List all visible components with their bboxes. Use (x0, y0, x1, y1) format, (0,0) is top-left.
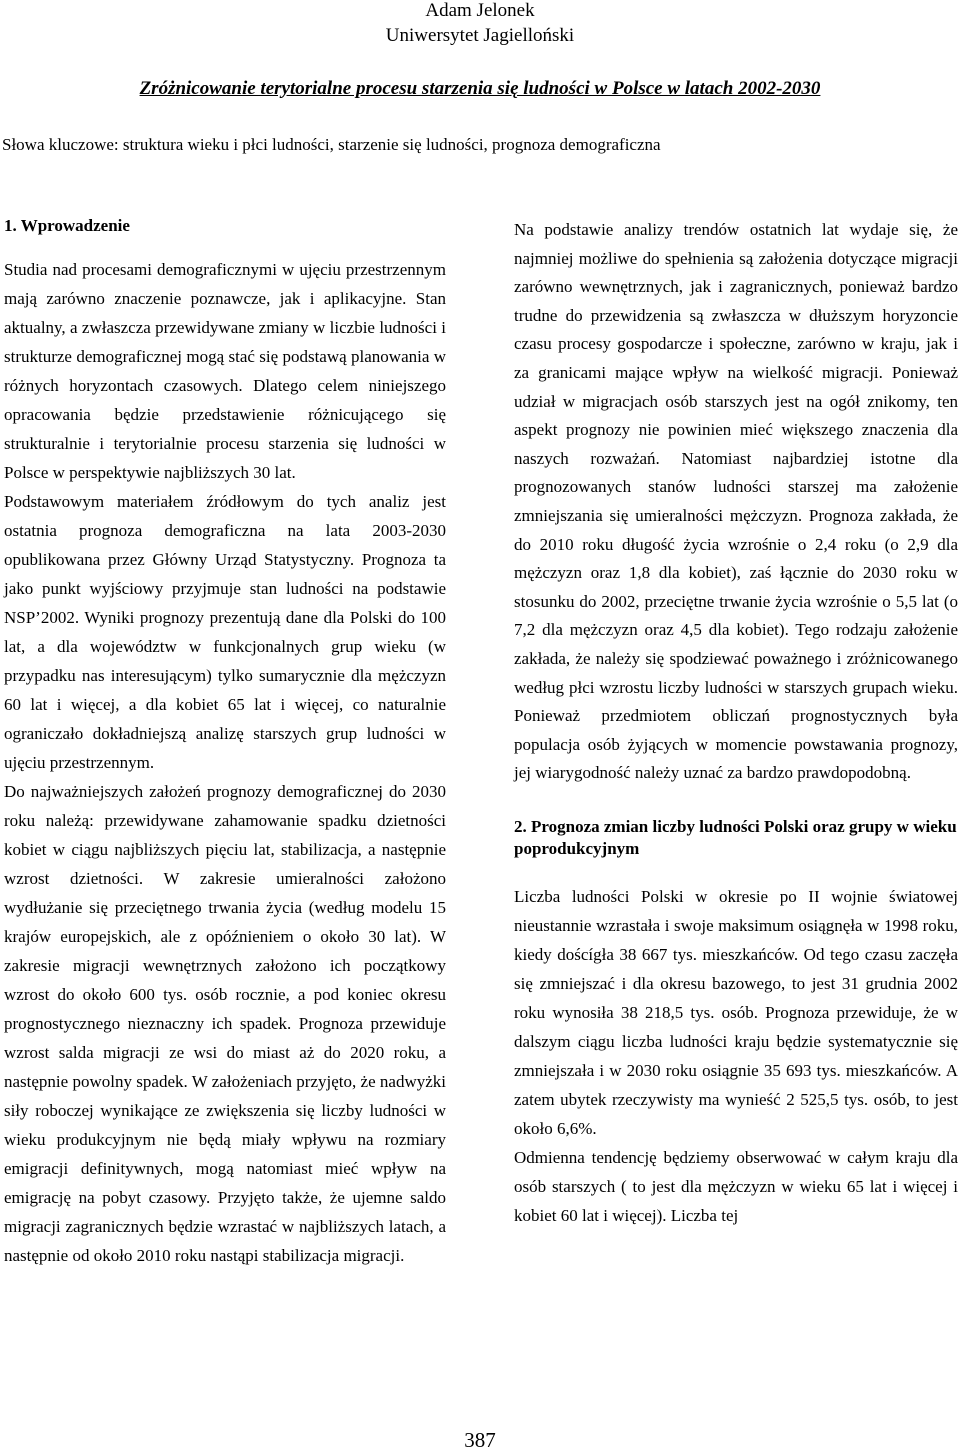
section-1-paragraph: Do najważniejszych założeń prognozy demograficznej do 2030 roku należą: przewidywane zahamowanie spadku dzietności kobiet w ciągu najbliższych pięciu lat, stabilizacja, a następnie wzrost dzietności. W zakresie umieralności założono wydłużanie się przeciętnego trwania życia (według modelu 15 krajów europejskich, ale z opóźnieniem o około 30 lat). W zakresie migracji wewnętrznych założono ich początkowy wzrost do około 600 tys. osób rocznie, a pod koniec okresu prognostycznego nieznaczny ich spadek. Prognoza przewiduje wzrost salda migracji ze wsi do miast aż do 2020 roku, a następnie powolny spadek. W założeniach przyjęto, że nadwyżki siły roboczej wynikające ze zwiększenia się liczby ludności w wieku produkcyjnym nie będą miały wpływu na rozmiary emigracji definitywnych, mogą natomiast mieć wpływ na emigrację na pobyt czasowy. Przyjęto także, że ujemne saldo migracji zagranicznych będzie wzrastać w najbliższych latach, a następnie od około 2010 roku nastąpi stabilizacja migracji. (4, 782, 446, 1265)
section-2-paragraph: Odmienna tendencję będziemy obserwować w całym kraju dla osób starszych ( to jest dla mężczyzn w wieku 65 lat i więcej i kobiet 60 lat i więcej). Liczba tej (514, 1147, 958, 1225)
right-column-paragraph: Na podstawie analizy trendów ostatnich lat wydaje się, że najmniej możliwe do spełnienia są założenia dotyczące migracji zarówno wewnętrznych, jak i zagranicznych, ponieważ bardzo trudne do przewidzenia są zwłaszcza w dłuższym horyzoncie czasu procesy gospodarcze i społeczne, zarówno w kraju, jak i za granicami mające wpływ na wielkość migracji. Ponieważ udział w migracjach osób starszych jest na ogół znikomy, ten aspekt prognozy nie powinien mieć większego znaczenia dla naszych rozważań. Natomiast najbardziej istotne dla prognozowanych stanów ludności starszej ma założenie zmniejszania się umieralności mężczyzn. Prognoza zakłada, że do 2010 roku długość życia wzrośnie o 2,4 roku (o 2,9 dla mężczyzn oraz 1,8 dla kobiet), zaś łącznie do 2030 roku w stosunku do 2002, przeciętne trwanie życia wzrośnie o 5,5 lat (o 7,2 dla mężczyzn oraz 4,5 dla kobiet). Tego rodzaju założenie zakłada, że należy się spodziewać poważnego i zróżnicowanego według płci wzrostu liczby ludności w starszych grupach wieku. Ponieważ przedmiotem obliczań prognostycznych była populacja osób żyjących w momencie powstawania prognozy, jej wiarygodność należy uznać za bardzo prawdopodobną. (514, 220, 958, 783)
right-column (514, 216, 958, 1230)
keywords-line: Słowa kluczowe: struktura wieku i płci ludności, starzenie się ludności, prognoza demograficzna (2, 135, 661, 154)
author-name: Adam Jelonek (425, 0, 535, 21)
paper-title: Zróżnicowanie terytorialne procesu starzenia się ludności w Polsce w latach 2002-2030 (139, 78, 821, 99)
left-column (4, 215, 446, 1270)
section-2-paragraph: Liczba ludności Polski w okresie po II wojnie światowej nieustannie wzrastała i swoje maksimum osiągnęła w 1998 roku, kiedy doścígła 38 667 tys. mieszkańców. Od tego czasu zaczęła się zmniejszać i dla okresu bazowego, to jest 31 grudnia 2002 roku wynosiła 38 218,5 tys. osób. Prognoza przewiduje, że w dalszym ciągu liczba ludności kraju będzie systematycznie się zmniejszała i w 2030 roku osiągnie 35 693 tys. mieszkańców. A zatem ubytek rzeczywisty ma wynieść 2 525,5 tys. osób, to jest około 6,6%. (514, 886, 958, 1138)
section-1-paragraph: Podstawowym materiałem źródłowym do tych analiz jest ostatnia prognoza demograficzna na lata 2003-2030 opublikowana przez Główny Urząd Statystyczny. Prognoza ta jako punkt wyjściowy przyjmuje stan ludności na podstawie NSP’2002. Wyniki prognozy prezentują dane dla Polski do 100 lat, a dla województw w funkcjonalnych grup wieku (w przypadku nas interesującym) tylko sumarycznie dla mężczyzn 60 lat i więcej, a dla kobiet 65 lat i więcej, co naturalnie ograniczało dokładniejszą analizę starszych grup ludności w ujęciu przestrzennym. (4, 492, 446, 772)
section-2-heading: 2. Prognoza zmian liczby ludności Polski oraz grupy w wieku poprodukcyjnym (514, 816, 957, 858)
section-1-heading: 1. Wprowadzenie (4, 216, 130, 235)
section-1-paragraph: Studia nad procesami demograficznymi w ujęciu przestrzennym mają zarówno znaczenie poznawcze, jak i aplikacyjne. Stan aktualny, a zwłaszcza przewidywane zmiany w liczbie ludności i strukturze demograficznej mogą stać się podstawą planowania w różnych horyzontach czasowych. Dlatego celem niniejszego opracowania będzie przedstawienie różnicującego się strukturalnie i terytorialnie procesu starzenia się ludności w Polsce w perspektywie najbliższych 30 lat. (4, 260, 446, 482)
author-affiliation: Uniwersytet Jagielloński (385, 25, 575, 46)
page-number: 387 (464, 1428, 496, 1452)
